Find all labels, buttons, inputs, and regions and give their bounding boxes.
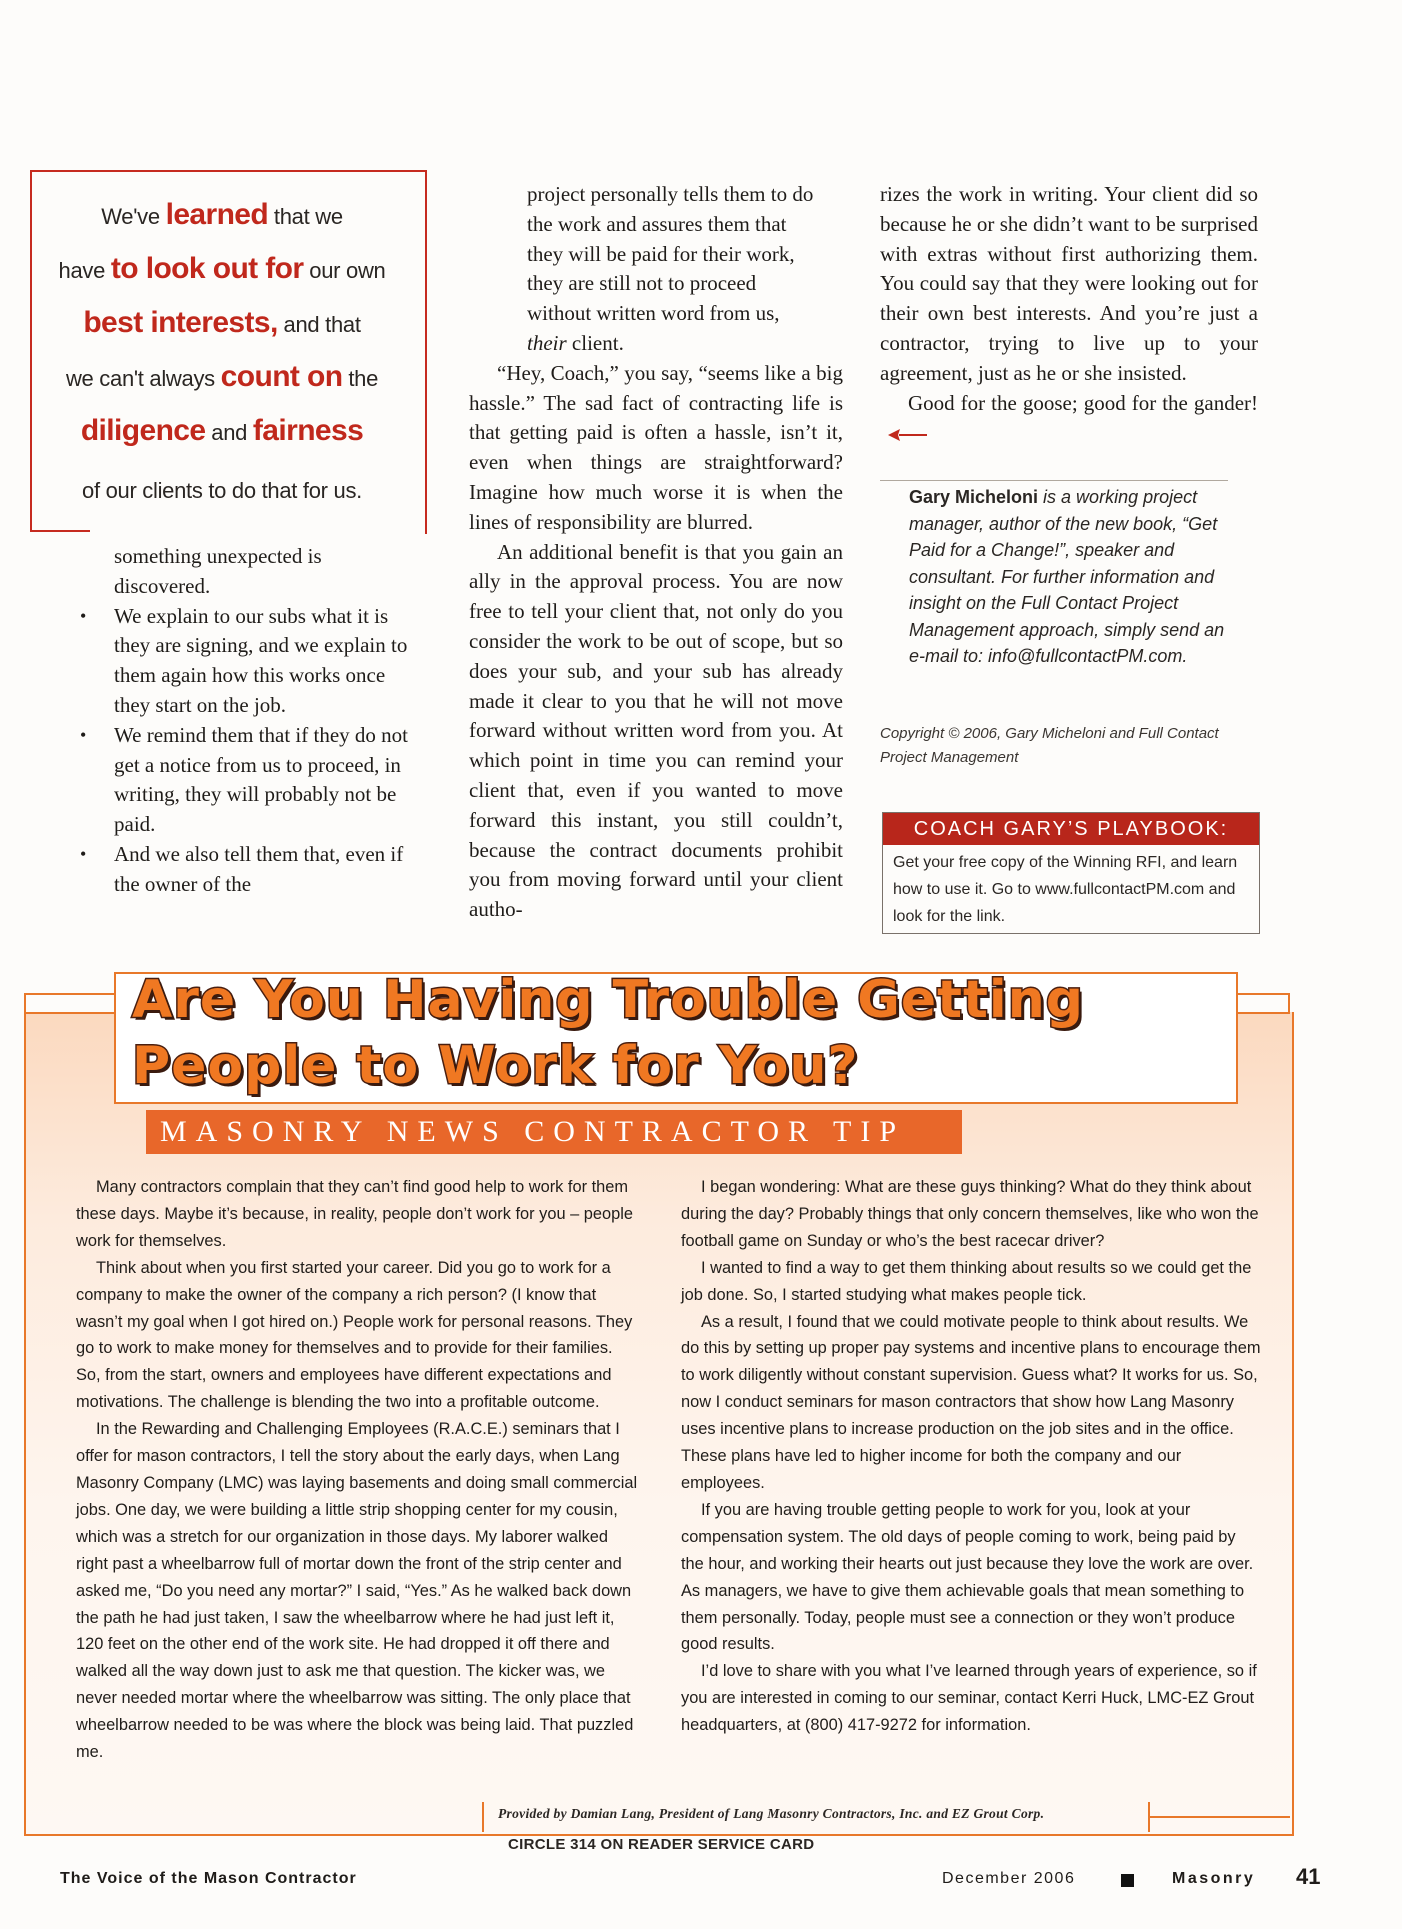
pull-quote-line: we can't always count on the — [65, 360, 379, 393]
paragraph: An additional benefit is that you gain an ally in the approval process. You are now free to tell your client that, not only do you consider the work to be out of scope, but so does your sub, and your sub has already made it clear to you that he will not move forward without written word from you. At which point in time you can remind your client that, even if you wanted to move forward this instant, you still couldn’t, because the contract documents prohibit you from moving forward until your client autho- — [469, 539, 843, 922]
bullet-item: • We remind them that if they do not get a notice from us to proceed, in writing, they will probably not be paid. — [78, 721, 418, 840]
paragraph: something unexpected is discovered. — [114, 544, 322, 598]
bio-divider — [880, 480, 1228, 481]
article-column-right — [681, 1174, 1261, 1739]
pull-quote-line: best interests, and that — [83, 306, 361, 339]
page-number: 41 — [1296, 1864, 1321, 1889]
column-1 — [78, 542, 418, 900]
paragraph: project personally tells them to do the work and assures them that they will be paid for their work, they are still not to proceed without written word from us, their client. — [527, 182, 814, 355]
headline-line-1: Are You Having Trouble Getting — [132, 970, 1084, 1030]
footer-tagline: The Voice of the Mason Contractor — [60, 1870, 357, 1887]
paragraph: Think about when you first started your career. Did you go to work for a company to make the owner of the company a rich person? (I know that wasn’t my goal when I got hired on.) People work for personal reasons. They go to work to make money for themselves and to provide for their families. So, from the start, owners and employees have different expectations and motivations. The challenge is blending the two into a profitable outcome. — [76, 1258, 633, 1412]
pull-quote-line: diligence and fairness — [80, 414, 364, 447]
paragraph: I wanted to find a way to get them thinking about results so we could get the job done. So, I started studying what makes people tick. — [681, 1258, 1252, 1304]
pull-quote-bottom-rule — [30, 530, 90, 532]
frame-rule — [1148, 1816, 1290, 1818]
reader-service-note: CIRCLE 314 ON READER SERVICE CARD — [508, 1836, 815, 1853]
playbook-box — [882, 812, 1260, 934]
paragraph: As a result, I found that we could motivate people to think about results. We do this by setting up proper pay systems and incentive plans to encourage them to work diligently without constant supervision. Guess what? It works for us. So, now I conduct seminars for mason contractors that show how Lang Masonry uses incentive plans to increase production on the job sites and in the office. These plans have led to higher income for both the company and our employees. — [681, 1312, 1261, 1492]
pull-quote-left-rule — [30, 170, 32, 532]
paragraph: In the Rewarding and Challenging Employees (R.A.C.E.) seminars that I offer for mason contractors, I tell the story about the early days, when Lang Masonry Company (LMC) was laying basements and doing small commercial jobs. One day, we were building a little strip shopping center for my cousin, which was a stretch for our organization in those days. My laborer walked right past a wheelbarrow full of mortar down the front of the strip center and asked me, “Do you need any mortar?” I said, “Yes.” As he walked back down the path he had just taken, I saw the wheelbarrow where he had just left it, 120 feet on the other end of the work site. He had dropped it off there and walked all the way down just to ask me that question. The kicker was, we never needed mortar where the wheelbarrow was sitting. The only place that wheelbarrow needed to be was where the block was being laid. That puzzled me. — [76, 1420, 638, 1762]
footer-magazine-name: Masonry — [1172, 1870, 1256, 1887]
frame-rule — [1232, 993, 1290, 995]
bullet-item: • We explain to our subs what it is they are signing, and we explain to them again how this works once they start on the job. — [78, 602, 418, 721]
paragraph: Good for the goose; good for the gander! — [880, 389, 1258, 449]
copyright-notice: Copyright © 2006, Gary Micheloni and Full Contact Project Management — [880, 725, 1219, 766]
bullet-list — [78, 602, 418, 900]
frame-rule — [24, 993, 117, 995]
bullet-item: • And we also tell them that, even if the owner of the — [78, 840, 418, 900]
paragraph: I began wondering: What are these guys thinking? What do they think about during the day? Probably things that only concern themselves, like who won the football game on Sunday or who’s the best racecar driver? — [681, 1178, 1259, 1250]
frame-rule — [24, 993, 26, 1014]
playbook-text: Get your free copy of the Winning RFI, and learn how to use it. Go to www.fullcontactPM.com and look for the link. — [893, 854, 1238, 925]
end-mark-icon — [886, 427, 930, 443]
column-3 — [880, 180, 1258, 448]
column-2 — [469, 180, 843, 925]
footer-date: December 2006 — [942, 1870, 1076, 1887]
frame-rule — [1288, 993, 1290, 1014]
paragraph: I’d love to share with you what I’ve learned through years of experience, so if you are interested in coming to our seminar, contact Kerri Huck, LMC-EZ Grout headquarters, at (800) 417-9272 for information. — [681, 1662, 1257, 1735]
paragraph: rizes the work in writing. Your client did so because he or she didn’t want to be surprised with extras without first authorizing them. You could say that they were looking out for their own best interests. And you’re just a contractor, trying to live up to your agreement, just as he or she insisted. — [880, 182, 1258, 385]
footer-square-icon — [1121, 1874, 1134, 1887]
paragraph: If you are having trouble getting people to work for you, look at your compensation system. The old days of people coming to work, being paid by the hour, and working their hearts out just because they love the work are over. As managers, we have to give them achievable goals that mean something to them personally. Today, people must see a connection or they won’t produce good results. — [681, 1500, 1254, 1654]
playbook-heading: COACH GARY’S PLAYBOOK: — [883, 813, 1259, 845]
article-credit: Provided by Damian Lang, President of Lang Masonry Contractors, Inc. and EZ Grout Corp. — [498, 1806, 1045, 1821]
paragraph: Many contractors complain that they can’t find good help to work for them these days. Maybe it’s because, in reality, people don’t work for you – people work for themselves. — [76, 1178, 634, 1250]
author-bio: Gary Micheloni is a working project manager, author of the new book, “Get Paid for a Change!”, speaker and consultant. For further information and insight on the Full Contact Project Management approach, simply send an e-mail to: info@fullcontactPM.com. — [909, 487, 1225, 666]
article-headline — [132, 967, 1232, 1099]
article-column-left — [76, 1174, 638, 1766]
pull-quote-line: of our clients to do that for us. — [82, 478, 362, 503]
pull-quote-line: have to look out for our own — [58, 252, 386, 285]
frame-rule — [24, 1012, 117, 1014]
paragraph: “Hey, Coach,” you say, “seems like a big hassle.” The sad fact of contracting life is that getting paid is often a hassle, isn’t it, even when things are straightforward? Imagine how much worse it is when the lines of responsibility are blurred. — [469, 360, 843, 534]
frame-rule — [1232, 1012, 1290, 1014]
headline-line-2: People to Work for You? — [132, 1036, 859, 1096]
pull-quote-line: We've learned that we — [101, 198, 343, 231]
contractor-tip-banner: MASONRY NEWS CONTRACTOR TIP — [146, 1110, 962, 1154]
